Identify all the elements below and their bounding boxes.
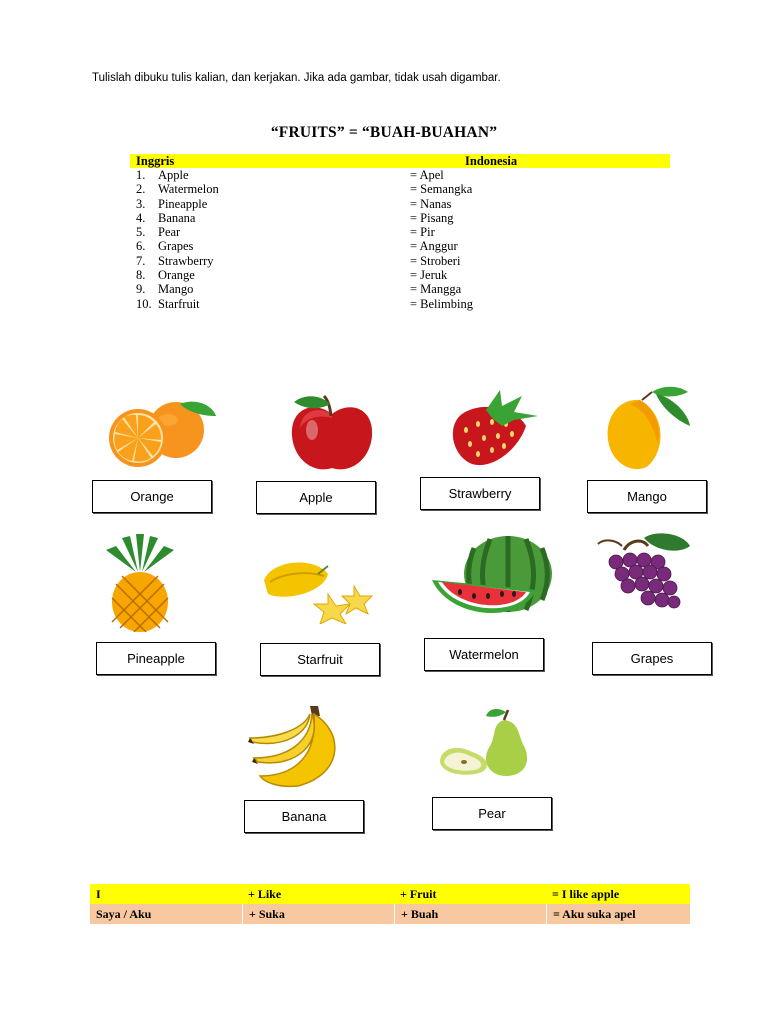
vocab-row [130,268,670,282]
orange-illustration [104,396,222,468]
indonesian-word: = Semangka [410,182,473,197]
sentence-pattern-table [90,884,690,924]
pattern-row-english [90,884,690,904]
row-number: 5. [136,225,146,240]
indonesian-word: = Belimbing [410,296,473,311]
row-number: 2. [136,182,146,197]
vocab-row [130,182,670,196]
pattern-object: + Fruit [400,887,437,901]
strawberry-illustration [442,386,542,468]
row-number: 1. [136,168,146,182]
row-number: 6. [136,239,146,254]
label-watermelon: Watermelon [424,638,544,671]
vocab-row [130,254,670,268]
english-word: Watermelon [158,182,219,197]
vocab-row [130,225,670,239]
english-word: Strawberry [158,253,214,268]
mango-illustration [600,382,696,474]
label-orange: Orange [92,480,212,513]
vocab-row [130,297,670,311]
header-english: Inggris [136,154,175,168]
label-banana: Banana [244,800,364,833]
english-word: Mango [158,282,194,297]
label-grapes: Grapes [592,642,712,675]
watermelon-illustration [430,534,554,622]
indonesian-word: = Jeruk [410,268,448,283]
row-number: 9. [136,282,146,297]
indonesian-word: = Nanas [410,196,452,211]
pattern-verb: + Like [248,887,282,901]
instruction-text: Tulislah dibuku tulis kalian, dan kerjakan. Jika ada gambar, tidak usah digambar. [92,72,501,84]
english-word: Grapes [158,239,194,254]
header-indonesian: Indonesia [465,154,518,168]
row-number: 3. [136,196,146,211]
indonesian-word: = Stroberi [410,253,461,268]
english-word: Pear [158,225,181,240]
indonesian-word: = Pisang [410,210,454,225]
label-pear: Pear [432,797,552,830]
pattern-subject: Saya / Aku [96,907,152,921]
banana-illustration [248,702,352,790]
vocab-list [130,168,670,311]
vocab-row [130,168,670,182]
english-word: Banana [158,210,196,225]
pattern-subject: I [96,887,101,901]
starfruit-illustration [258,556,378,624]
indonesian-word: = Apel [410,168,444,182]
english-word: Orange [158,268,195,283]
apple-illustration [284,392,380,476]
pattern-result: = I like apple [552,887,620,901]
indonesian-word: = Anggur [410,239,458,254]
vocab-header [130,154,670,168]
label-starfruit: Starfruit [260,643,380,676]
grapes-illustration [594,530,694,614]
label-strawberry: Strawberry [420,477,540,510]
english-word: Pineapple [158,196,208,211]
indonesian-word: = Mangga [410,282,462,297]
pattern-row-indonesian [90,904,690,924]
row-number: 7. [136,253,146,268]
row-number: 4. [136,210,146,225]
row-number: 8. [136,268,146,283]
pattern-object: + Buah [394,904,438,924]
vocab-row [130,197,670,211]
vocab-row [130,211,670,225]
pear-illustration [436,706,532,778]
pineapple-illustration [100,532,180,632]
page-title: “FRUITS” = “BUAH-BUAHAN” [270,124,498,141]
english-word: Apple [158,168,189,182]
indonesian-word: = Pir [410,225,435,240]
english-word: Starfruit [158,296,200,311]
vocab-row [130,282,670,296]
label-mango: Mango [587,480,707,513]
pattern-verb: + Suka [242,904,285,924]
pattern-result: = Aku suka apel [546,904,636,924]
vocab-row [130,239,670,253]
row-number: 10. [136,296,152,311]
label-apple: Apple [256,481,376,514]
label-pineapple: Pineapple [96,642,216,675]
